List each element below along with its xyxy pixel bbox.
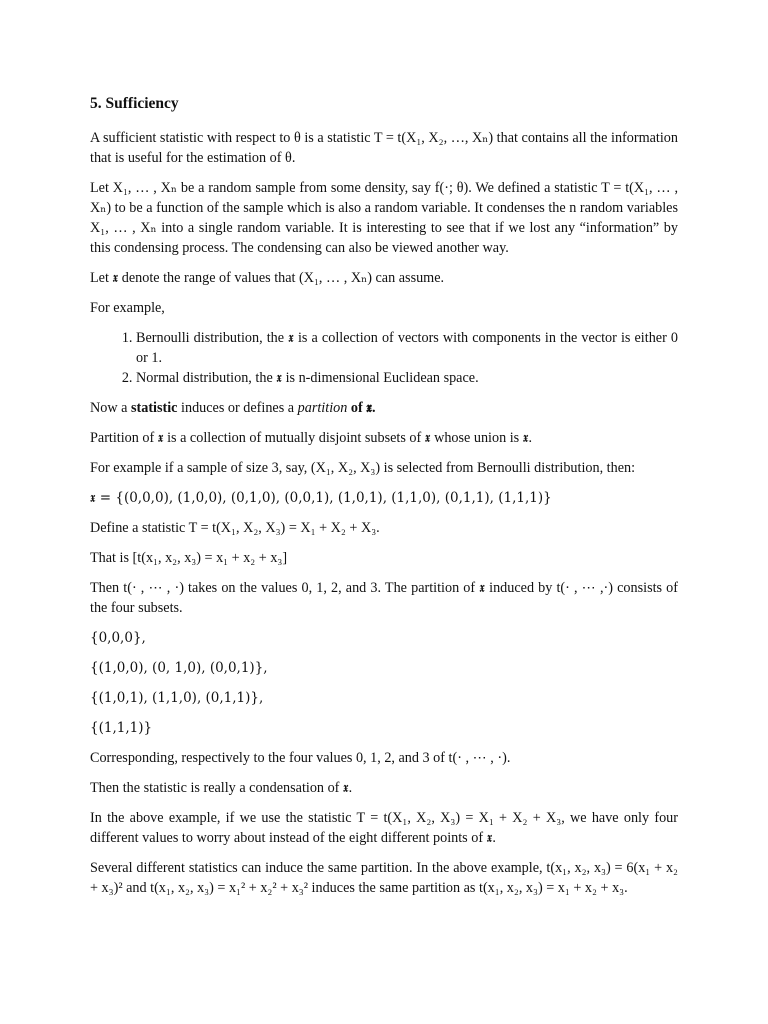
example-list [90,328,678,388]
subset-item: {(1,0,1), (1,1,0), (0,1,1)}, [90,690,264,706]
section-title: 5. Sufficiency [90,95,179,112]
text-segment: Now a [90,400,131,416]
document-page [90,94,678,908]
list-item-bernoulli: 1. Bernoulli distribution, the 𝖝 is a collection of vectors with components in the vector is either 0 or 1. [136,328,678,368]
subset-item: {(1,1,1)} [90,720,153,736]
subset-item: {0,0,0}, [90,630,146,646]
text-segment: induces or defines a [177,400,298,416]
text-segment: of 𝖝. [347,400,376,416]
equation-sample-space: 𝖝 = {(0,0,0), (1,0,0), (0,1,0), (0,0,1), (1,0,1), (1,1,0), (0,1,1), (1,1,1)} [90,490,552,506]
paragraph-define-statistic: Define a statistic T = t(X₁, X₂, X₃) = X₁ + X₂ + X₃. [90,520,380,536]
paragraph-for-example: For example, [90,300,165,316]
list-item-normal: 2. Normal distribution, the 𝖝 is n-dimensional Euclidean space. [136,368,678,388]
paragraph-range-of-values: Let 𝖝 denote the range of values that (X₁, … , Xₙ) can assume. [90,270,445,286]
paragraph-corresponding: Corresponding, respectively to the four values 0, 1, 2, and 3 of t(· , ⋯ , ·). [90,750,511,766]
paragraph-statistic-partition [90,398,678,418]
paragraph-partition-definition: Partition of 𝖝 is a collection of mutually disjoint subsets of 𝖝 whose union is 𝖝. [90,430,533,446]
italic-term-partition: partition [297,400,348,416]
paragraph-condensation: Then the statistic is really a condensation of 𝖝. [90,780,353,796]
paragraph-bernoulli-sample: For example if a sample of size 3, say, (X₁, X₂, X₃) is selected from Bernoulli distribution, then: [90,460,636,476]
paragraph-definition: A sufficient statistic with respect to θ is a statistic T = t(X₁, X₂, …, Xₙ) that contains all the information that is useful for the estimation of θ. [90,130,678,166]
subset-item: {(1,0,0), (0, 1,0), (0,0,1)}, [90,660,268,676]
paragraph-four-values: In the above example, if we use the statistic T = t(X₁, X₂, X₃) = X₁ + X₂ + X₃, we have only four different values to worry about instead of the eight different points of 𝖝. [90,810,678,846]
paragraph-random-sample: Let X₁, … , Xₙ be a random sample from some density, say f(·; θ). We defined a statistic T = t(X₁, … , Xₙ) to be a function of the sample which is also a random variable. It condenses the n random variables X₁, … , Xₙ into a single random variable. It is interesting to see that if we lost any “information” by this condensing process. The condensing can also be viewed another way. [90,180,678,256]
bold-term-statistic: statistic [130,400,178,416]
paragraph-that-is: That is [t(x₁, x₂, x₃) = x₁ + x₂ + x₃] [90,550,288,566]
paragraph-takes-values: Then t(· , ⋯ , ·) takes on the values 0, 1, 2, and 3. The partition of 𝖝 induced by t(· , ⋯ ,·) consists of the four subsets. [90,580,678,616]
paragraph-same-partition: Several different statistics can induce the same partition. In the above example, t(x₁, x₂, x₃) = 6(x₁ + x₂ + x₃)² and t(x₁, x₂, x₃) = x₁² + x₂² + x₃² induces the same partition as t(x₁, x₂, x₃) = x₁ + x₂ + x₃. [90,860,678,896]
